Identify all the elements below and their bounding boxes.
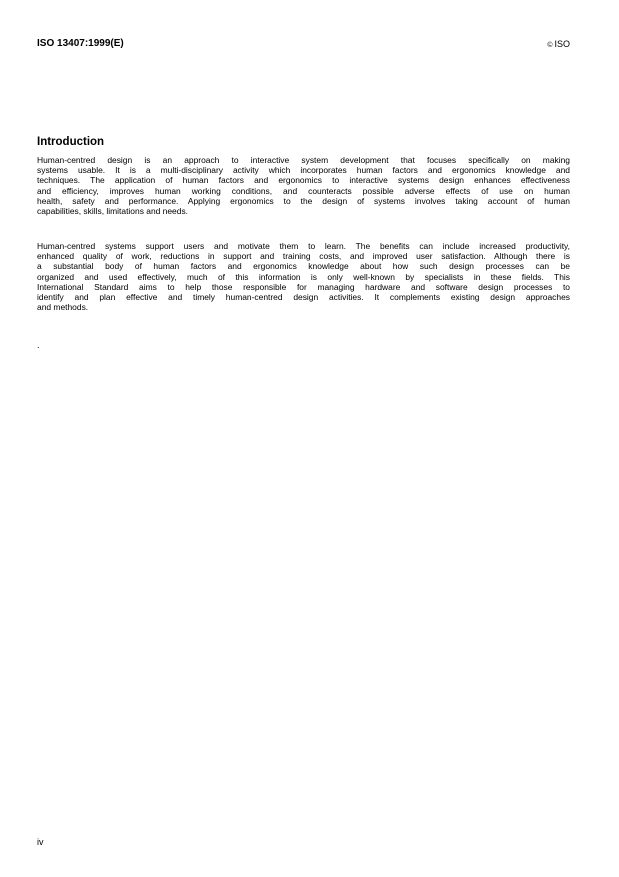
text-line: a substantial body of human factors and ergonomics knowledge about how such design processes can be — [37, 261, 570, 272]
stray-mark: . — [37, 340, 40, 350]
paragraph-2 — [37, 241, 570, 312]
paragraph-1 — [37, 155, 570, 216]
copyright-notice — [547, 39, 570, 49]
text-line: health, safety and performance. Applying ergonomics to the design of systems involves taking account of human — [37, 195, 570, 206]
text-line: identify and plan effective and timely human-centred design activities. It complements existing design approaches — [37, 292, 570, 303]
text-line: organized and used effectively, much of this information is only well-known by specialists in these fields. This — [37, 271, 570, 282]
copyright-owner: ISO — [554, 39, 570, 49]
text-line: International Standard aims to help those responsible for managing hardware and software design processes to — [37, 281, 570, 292]
text-line: techniques. The application of human factors and ergonomics to interactive systems design enhances effectiveness — [37, 175, 570, 186]
text-line: enhanced quality of work, reductions in support and training costs, and improved user satisfaction. Although there is — [37, 251, 570, 262]
text-line: systems usable. It is a multi-disciplinary activity which incorporates human factors and ergonomics knowledge and — [37, 165, 570, 176]
text-line: and methods. — [37, 302, 89, 313]
text-line: Human-centred design is an approach to interactive system development that focuses specifically on making — [37, 155, 570, 165]
document-id: ISO 13407:1999(E) — [37, 38, 124, 49]
page-number: iv — [37, 837, 44, 847]
text-line: and efficiency, improves human working conditions, and counteracts possible adverse effects of use on human — [37, 185, 570, 196]
copyright-symbol: © — [547, 42, 553, 49]
text-line: Human-centred systems support users and motivate them to learn. The benefits can include increased productivity, — [37, 241, 570, 251]
text-line: capabilities, skills, limitations and needs. — [37, 206, 189, 217]
section-title: Introduction — [37, 136, 105, 148]
